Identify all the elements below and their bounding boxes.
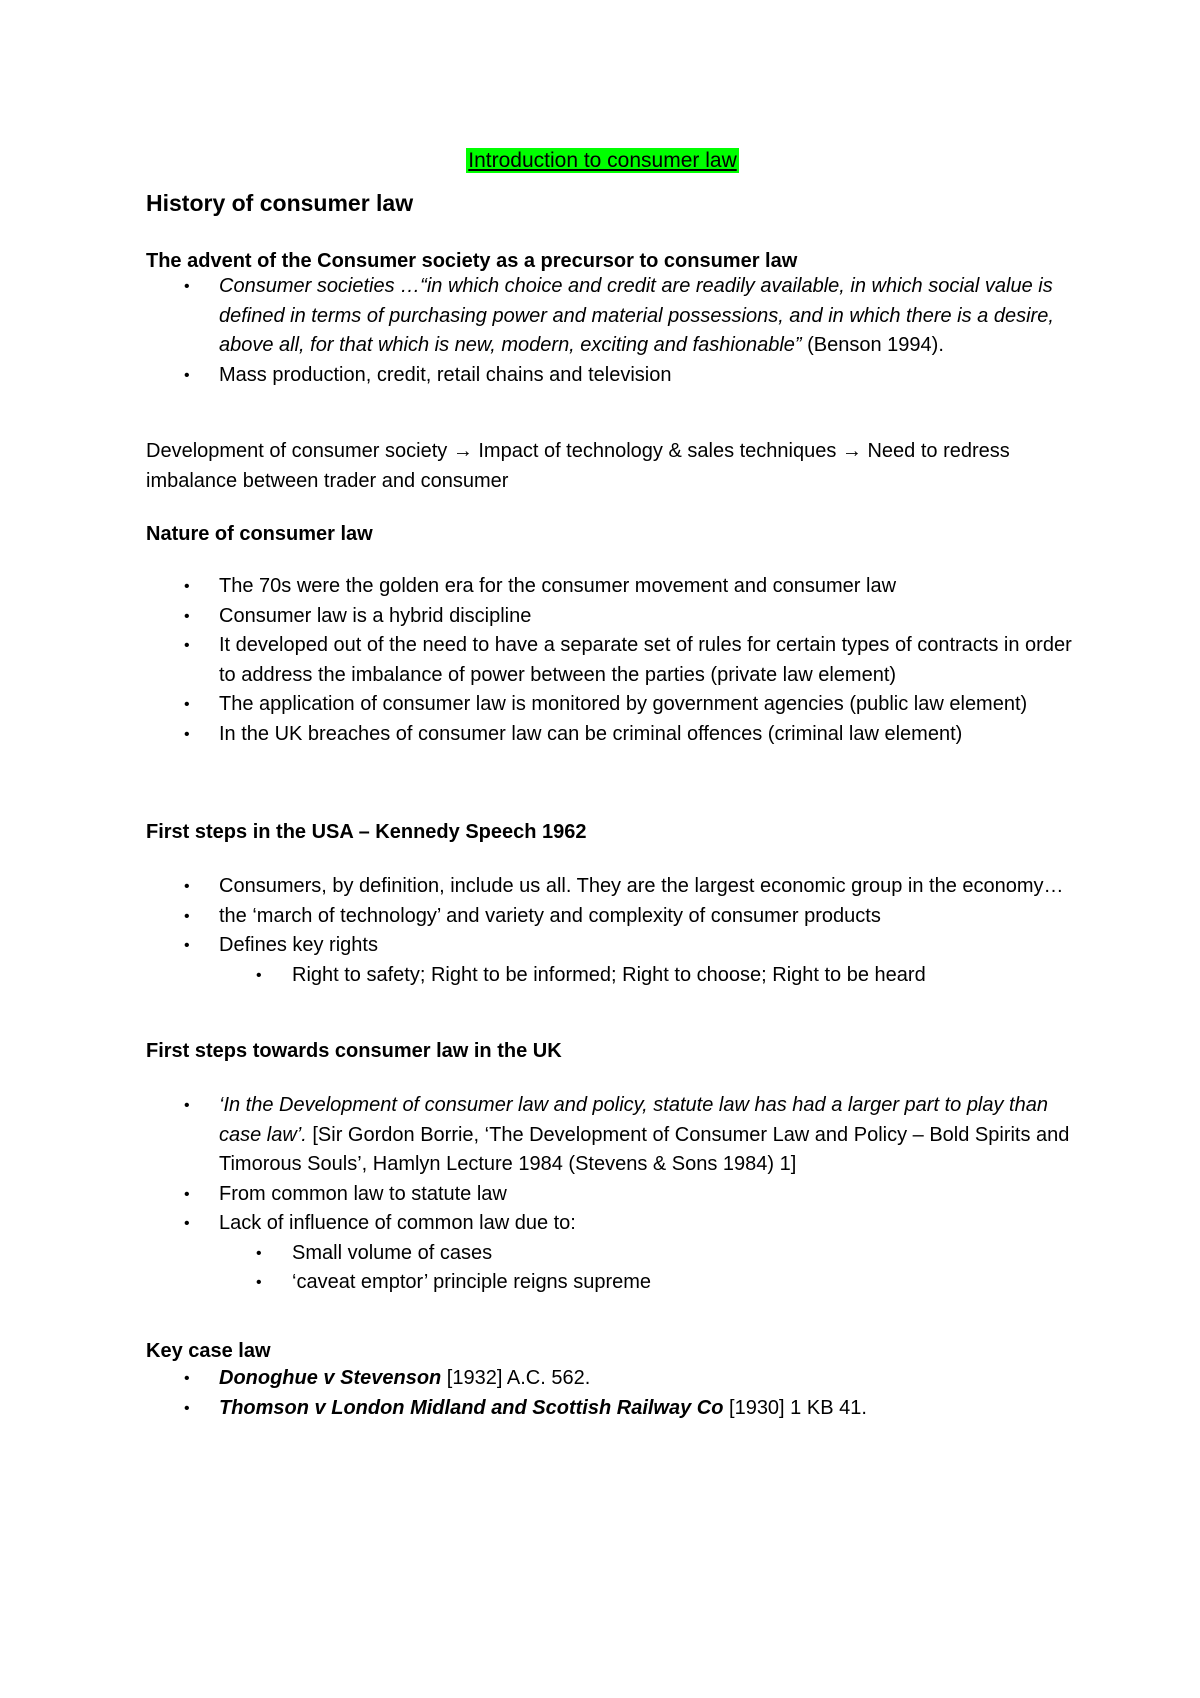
case-name: Donoghue v Stevenson bbox=[219, 1367, 442, 1389]
uk-list bbox=[146, 1091, 1076, 1298]
list-item bbox=[146, 1394, 1076, 1424]
list-item bbox=[146, 572, 1076, 602]
case-citation: [1930] 1 KB 41. bbox=[723, 1396, 867, 1419]
list-item-text: The application of consumer law is monitored by government agencies (public law element) bbox=[219, 693, 1028, 715]
list-item bbox=[146, 631, 1076, 690]
bullet-icon: • bbox=[184, 1370, 190, 1387]
document-title bbox=[146, 148, 1059, 174]
bullet-icon: • bbox=[184, 278, 190, 295]
bullet-icon: • bbox=[184, 907, 190, 925]
list-item-text: In the UK breaches of consumer law can be criminal offences (criminal law element) bbox=[219, 722, 963, 745]
nature-list bbox=[146, 572, 1076, 749]
list-item bbox=[146, 690, 1076, 720]
borrie-quote: ‘In the Development of consumer law and policy, statute law has had a larger part to play than case law’. bbox=[219, 1094, 1048, 1146]
right-arrow-icon: → bbox=[841, 440, 862, 462]
usa-list bbox=[146, 872, 1076, 990]
bullet-icon: • bbox=[184, 1185, 190, 1203]
list-item bbox=[146, 602, 1076, 632]
list-item-text: ‘caveat emptor’ principle reigns supreme bbox=[292, 1271, 652, 1293]
list-item bbox=[146, 1364, 1076, 1394]
list-item-text: the ‘march of technology’ and variety and complexity of consumer products bbox=[219, 904, 881, 927]
bullet-icon: • bbox=[184, 1097, 190, 1114]
subheading-key-case-law: Key case law bbox=[146, 1340, 271, 1362]
bullet-icon: • bbox=[184, 937, 190, 954]
list-item bbox=[146, 902, 1076, 932]
list-item-text: It developed out of the need to have a separate set of rules for certain types of contracts in order to address the imbalance of power between the parties (private law element) bbox=[219, 634, 1072, 686]
flow-text: Development of consumer society bbox=[146, 440, 453, 462]
benson-quote: Consumer societies …“in which choice and credit are readily available, in which social value is defined in terms of purchasing power and material possessions, and in which there is a desire, above all, for that which is new, modern, exciting and fashionable” bbox=[219, 275, 1054, 356]
flow-text: Need to redress imbalance between trader and consumer bbox=[146, 440, 1010, 492]
list-item-text: Lack of influence of common law due to: bbox=[219, 1212, 576, 1234]
sub-list-item bbox=[146, 961, 1076, 991]
subheading-usa: First steps in the USA – Kennedy Speech 1962 bbox=[146, 821, 587, 843]
list-item-text: Right to safety; Right to be informed; Right to choose; Right to be heard bbox=[292, 963, 926, 986]
subheading-nature: Nature of consumer law bbox=[146, 523, 373, 545]
list-item bbox=[146, 272, 1076, 361]
list-item-text: The 70s were the golden era for the consumer movement and consumer law bbox=[219, 575, 897, 597]
case-citation: [1932] A.C. 562. bbox=[441, 1367, 591, 1389]
list-item bbox=[146, 1091, 1076, 1180]
right-arrow-icon: → bbox=[452, 440, 473, 462]
bullet-icon: • bbox=[184, 1215, 190, 1232]
bullet-icon: • bbox=[184, 366, 190, 384]
list-item-text: Consumers, by definition, include us all. They are the largest economic group in the economy… bbox=[219, 875, 1064, 897]
development-flow-paragraph bbox=[146, 436, 1066, 496]
bullet-icon: • bbox=[184, 578, 190, 595]
sub-list-item bbox=[146, 1268, 1076, 1298]
list-item bbox=[146, 1209, 1076, 1239]
benson-citation: (Benson 1994). bbox=[801, 334, 944, 356]
bullet-icon: • bbox=[184, 878, 190, 895]
borrie-citation: [Sir Gordon Borrie, ‘The Development of Consumer Law and Policy – Bold Spirits and Timorous Souls’, Hamlyn Lecture 1984 (Stevens & Sons 1984) 1] bbox=[219, 1123, 1070, 1175]
list-item bbox=[146, 720, 1076, 750]
list-item-text: Consumer law is a hybrid discipline bbox=[219, 604, 532, 627]
case-name: Thomson v London Midland and Scottish Railway Co bbox=[219, 1396, 724, 1419]
bullet-icon: • bbox=[256, 966, 262, 984]
list-item bbox=[146, 361, 1076, 391]
list-item bbox=[146, 1180, 1076, 1210]
subheading-consumer-society: The advent of the Consumer society as a precursor to consumer law bbox=[146, 250, 798, 272]
consumer-society-list bbox=[146, 272, 1076, 390]
bullet-icon: • bbox=[184, 607, 190, 625]
bullet-icon: • bbox=[184, 1399, 190, 1417]
list-item-text: Small volume of cases bbox=[292, 1241, 493, 1264]
section-heading-history: History of consumer law bbox=[146, 190, 414, 216]
subheading-uk: First steps towards consumer law in the UK bbox=[146, 1040, 562, 1062]
bullet-icon: • bbox=[256, 1274, 262, 1291]
list-item-text: From common law to statute law bbox=[219, 1182, 507, 1205]
flow-text: Impact of technology & sales techniques bbox=[472, 440, 842, 462]
bullet-icon: • bbox=[184, 725, 190, 743]
bullet-icon: • bbox=[184, 696, 190, 713]
sub-list-item bbox=[146, 1239, 1076, 1269]
bullet-icon: • bbox=[256, 1244, 262, 1262]
list-item bbox=[146, 872, 1076, 902]
document-title-text: Introduction to consumer law bbox=[468, 149, 737, 172]
list-item-text: Defines key rights bbox=[219, 934, 378, 956]
case-law-list bbox=[146, 1364, 1076, 1423]
bullet-icon: • bbox=[184, 637, 190, 654]
list-item bbox=[146, 931, 1076, 961]
list-item-text: Mass production, credit, retail chains and television bbox=[219, 363, 672, 386]
